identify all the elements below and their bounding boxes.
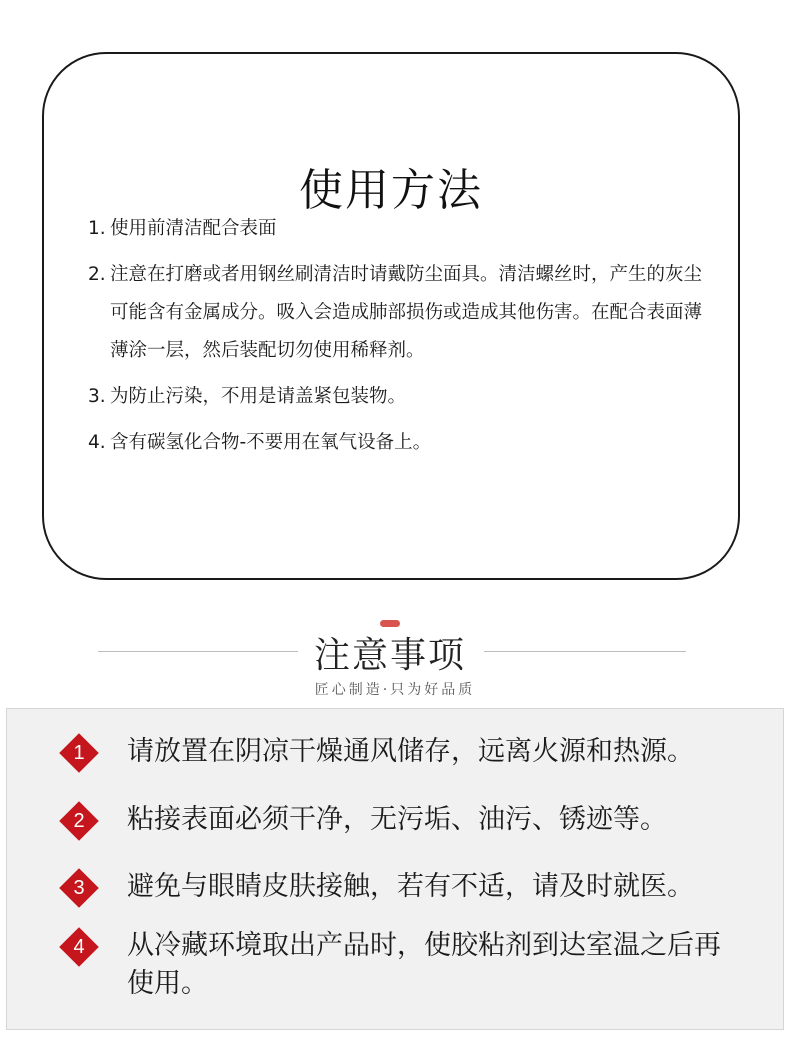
usage-item-text: 含有碳氢化合物-不要用在氧气设备上。 [110,432,432,453]
notice-item-number: 3 [73,877,85,899]
usage-item [88,210,708,248]
notice-title: 注意事项 [313,635,466,676]
notice-item-number: 1 [73,742,85,764]
diamond-number-icon [57,799,101,843]
usage-item-text: 为防止污染，不用是请盖紧包装物。 [110,386,407,407]
notice-item-text: 从冷藏环境取出产品时，使胶粘剂到达室温之后再使用。 [127,930,721,999]
usage-title: 使用方法 [299,165,483,216]
notice-panel [6,708,784,1030]
usage-item [88,378,708,416]
divider-left [98,651,298,652]
notice-subtitle: 匠心制造·只为好品质 [314,682,476,698]
accent-dash [380,620,400,627]
notice-item-text: 避免与眼睛皮肤接触，若有不适，请及时就医。 [127,871,694,902]
usage-item-number: 4. [88,432,106,453]
usage-list [88,210,708,470]
usage-item-number: 3. [88,386,106,407]
diamond-number-icon [57,925,101,969]
usage-item-number: 1. [88,218,106,239]
diamond-number-icon [57,731,101,775]
notice-item-number: 2 [73,810,85,832]
notice-item-text: 请放置在阴凉干燥通风储存，远离火源和热源。 [127,736,694,767]
diamond-number-icon [57,866,101,910]
usage-item-number: 2. [88,264,106,285]
usage-item-text: 注意在打磨或者用钢丝刷清洁时请戴防尘面具。清洁螺丝时，产生的灰尘可能含有金属成分。吸入会造成肺部损伤或造成其他伤害。在配合表面薄薄涂一层，然后装配切勿使用稀释剂。 [110,264,703,361]
notice-header [0,615,790,705]
notice-item-text: 粘接表面必须干净，无污垢、油污、锈迹等。 [127,804,667,835]
notice-item-number: 4 [73,936,85,958]
usage-item [88,256,708,370]
usage-item [88,424,708,462]
divider-right [484,651,686,652]
usage-item-text: 使用前清洁配合表面 [110,218,277,239]
